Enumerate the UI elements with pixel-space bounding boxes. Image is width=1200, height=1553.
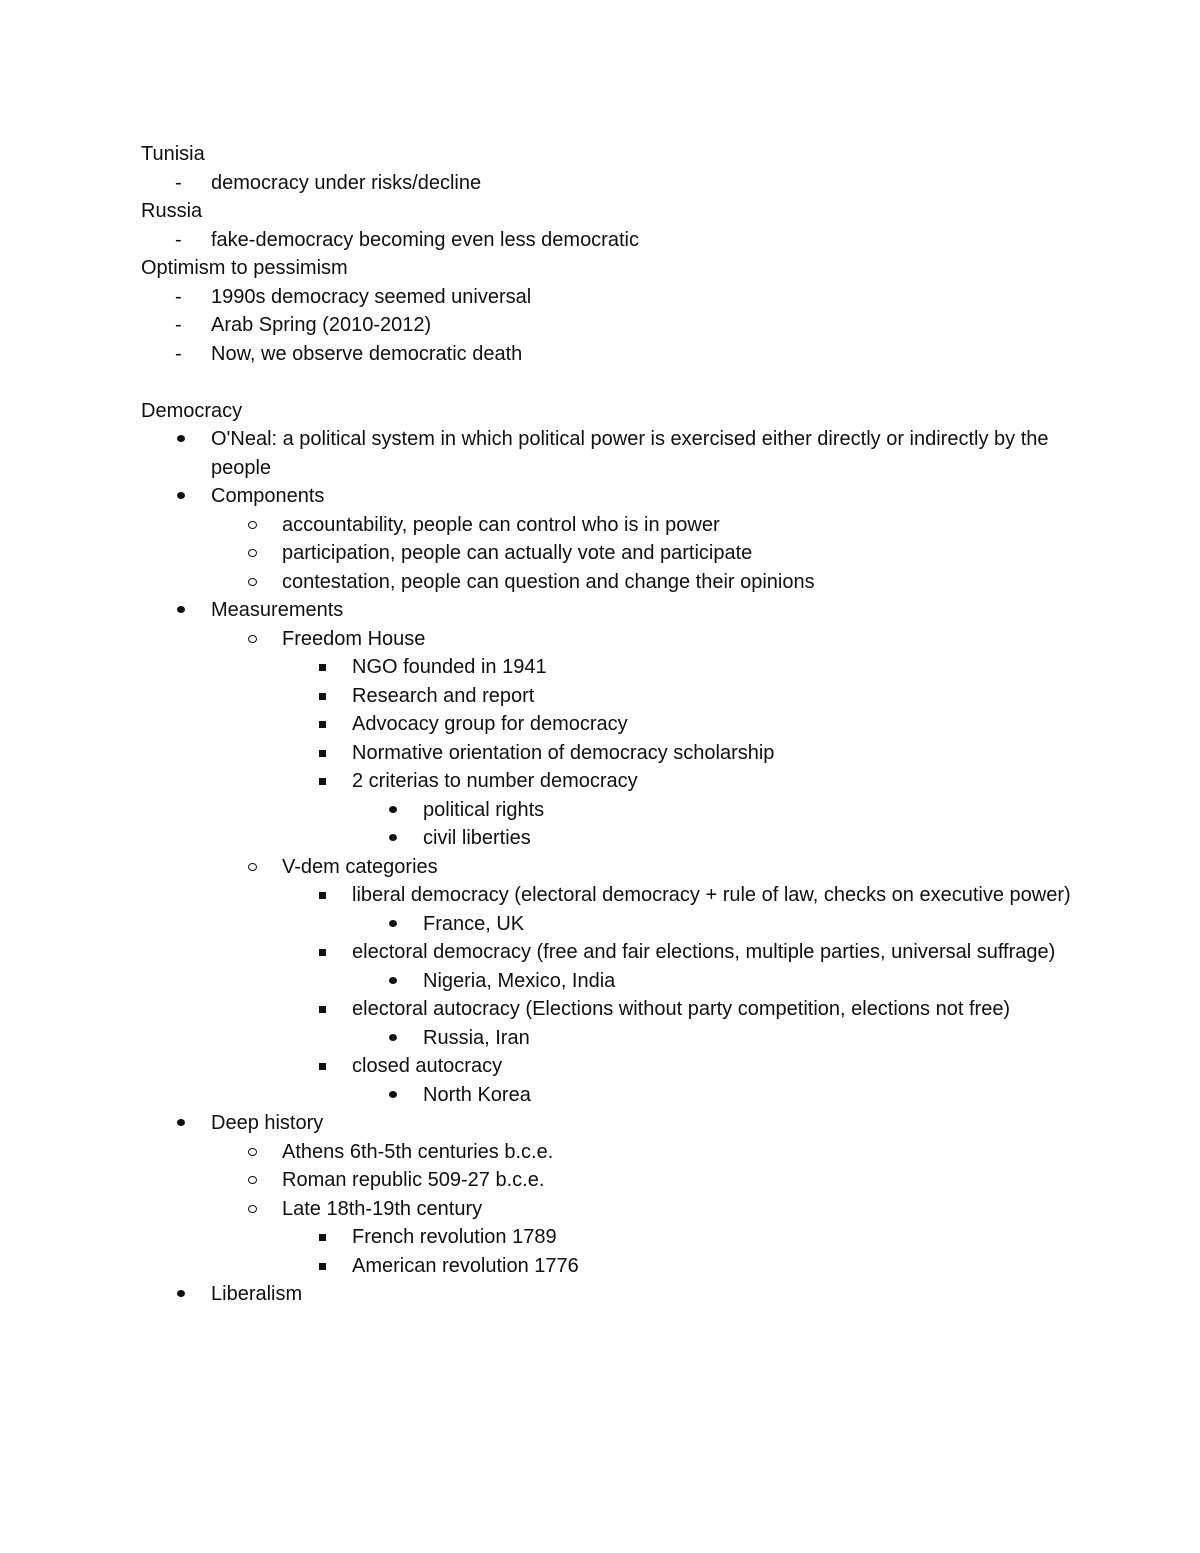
heading-tunisia: Tunisia [141, 143, 205, 165]
list-item: V-dem categories [282, 855, 438, 878]
list-item: Athens 6th-5th centuries b.c.e. [282, 1140, 554, 1163]
heading-democracy: Democracy [141, 399, 243, 422]
list-item: contestation, people can question and change their opinions [282, 570, 815, 593]
list-item: participation, people can actually vote and participate [282, 542, 753, 564]
list-item: 1990s democracy seemed universal [211, 285, 532, 308]
list-item: Advocacy group for democracy [352, 713, 628, 735]
list-item: fake-democracy becoming even less democratic [211, 228, 639, 251]
spacer [141, 368, 1071, 397]
list-item: Components [211, 485, 325, 507]
list-item: American revolution 1776 [352, 1254, 579, 1277]
list-item: electoral autocracy (Elections without party competition, elections not free) [352, 998, 1011, 1020]
list-item: political rights [423, 798, 545, 821]
list-item: Late 18th-19th century [282, 1197, 483, 1220]
list-item: O'Neal: a political system in which political power is exercised either directly or indirectly by the people [211, 428, 1049, 479]
list-item: Russia, Iran [423, 1026, 530, 1049]
list-item: Freedom House [282, 627, 426, 650]
list-item: Roman republic 509-27 b.c.e. [282, 1169, 545, 1191]
list-item: North Korea [423, 1083, 531, 1106]
list-item: democracy under risks/decline [211, 171, 482, 194]
heading-optimism: Optimism to pessimism [141, 257, 348, 279]
list-item: NGO founded in 1941 [352, 656, 547, 678]
list-item: Arab Spring (2010-2012) [211, 314, 432, 336]
list-item: accountability, people can control who is in power [282, 513, 720, 536]
list-item: Research and report [352, 684, 535, 707]
list-item: civil liberties [423, 827, 531, 849]
list-item: Normative orientation of democracy scholarship [352, 741, 775, 764]
heading-russia: Russia [141, 200, 203, 222]
list-item: Liberalism [211, 1283, 303, 1305]
list-item: France, UK [423, 912, 525, 935]
list-item: electoral democracy (free and fair elections, multiple parties, universal suffrage) [352, 941, 1056, 963]
notes-body [141, 140, 1071, 1309]
list-item: Now, we observe democratic death [211, 342, 523, 365]
list-item: Nigeria, Mexico, India [423, 969, 616, 992]
list-item: Deep history [211, 1112, 324, 1134]
list-item: 2 criterias to number democracy [352, 770, 638, 792]
list-item: closed autocracy [352, 1055, 503, 1077]
list-item: liberal democracy (electoral democracy + rule of law, checks on executive power) [352, 884, 1071, 906]
list-item: French revolution 1789 [352, 1226, 557, 1248]
list-item: Measurements [211, 599, 344, 621]
